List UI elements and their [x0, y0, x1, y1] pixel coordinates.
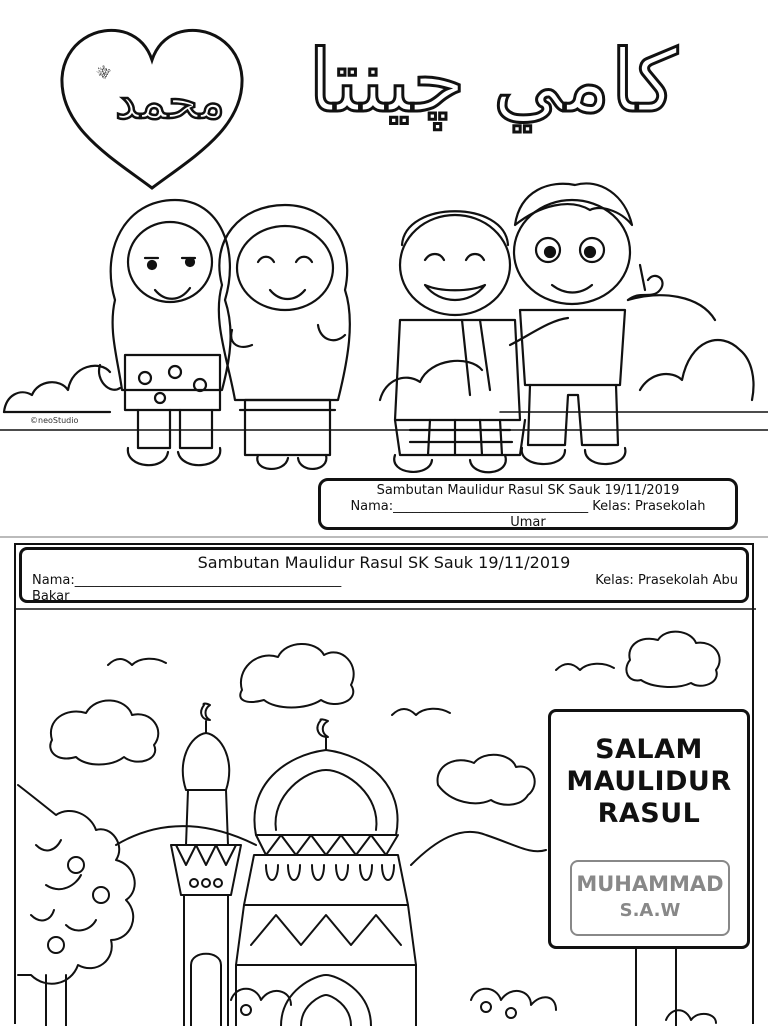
greeting-signboard: [548, 709, 750, 949]
sign-name-plate: [570, 860, 730, 936]
sign-line-3: RASUL: [597, 798, 701, 829]
svg-text:ﷺ: ﷺ: [95, 63, 114, 82]
event-title: Sambutan Maulidur Rasul SK Sauk 19/11/2019: [376, 483, 680, 498]
class-name: Umar: [510, 515, 546, 530]
sign-greeting: [551, 734, 747, 830]
cloud-icon: [240, 644, 353, 708]
sign-line-1: SALAM: [595, 734, 703, 765]
sign-name: MUHAMMAD: [576, 872, 724, 896]
name-and-class-line: Nama:______________________________ Kelas: Prasekolah: [350, 499, 706, 514]
event-title: Sambutan Maulidur Rasul SK Sauk 19/11/2019: [197, 553, 571, 572]
children-illustration: [0, 0, 768, 480]
bottom-coloring-sheet: [14, 543, 754, 1024]
heart-calligraphy: محمد: [115, 74, 225, 130]
bird-icon: [108, 659, 166, 665]
sign-line-2: MAULIDUR: [566, 766, 732, 797]
name-label-box-top: [318, 478, 738, 530]
class-label: Kelas: Prasekolah Abu: [595, 573, 738, 588]
arabic-title: كامي چينتا: [308, 32, 678, 132]
page-divider: [0, 536, 768, 538]
sign-saw: S.A.W: [619, 900, 681, 921]
class-name: Bakar: [32, 589, 70, 604]
name-line: Nama:_________________________________________: [32, 573, 342, 588]
name-label-box-bottom: [19, 547, 749, 603]
copyright-text: ©neoStudio: [30, 416, 79, 425]
